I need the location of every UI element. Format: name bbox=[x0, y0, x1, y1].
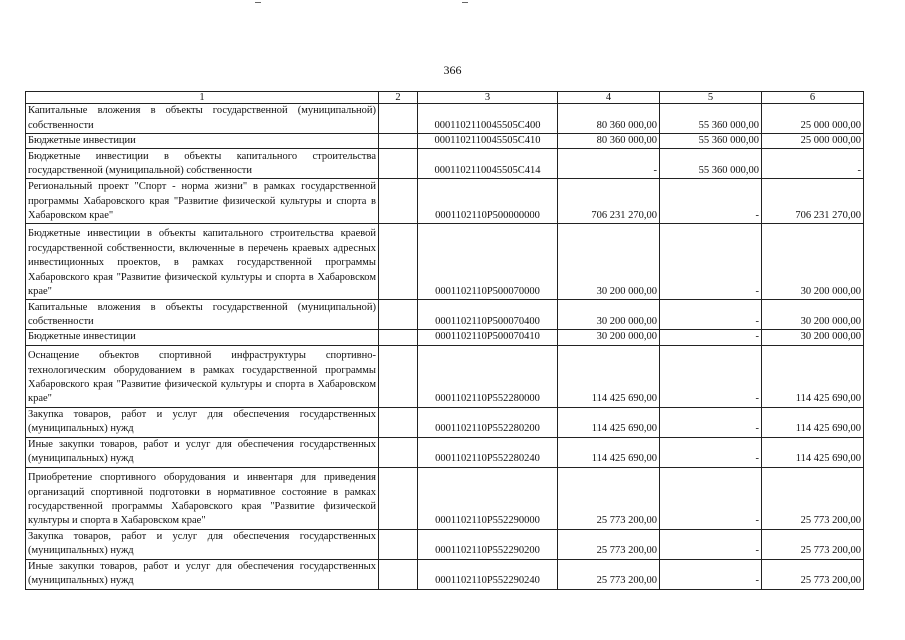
row-col2 bbox=[379, 149, 418, 179]
row-col2 bbox=[379, 300, 418, 330]
row-code: 0001102110P552290200 bbox=[418, 529, 558, 559]
column-header: 4 bbox=[558, 92, 660, 104]
row-col2 bbox=[379, 179, 418, 224]
budget-table bbox=[25, 91, 864, 590]
scan-mark bbox=[462, 2, 468, 3]
column-header: 6 bbox=[762, 92, 864, 104]
row-code: 0001102110045505С410 bbox=[418, 134, 558, 149]
row-value-4: 80 360 000,00 bbox=[558, 104, 660, 134]
column-header: 5 bbox=[660, 92, 762, 104]
row-code: 0001102110P552280240 bbox=[418, 437, 558, 467]
row-value-6: 25 000 000,00 bbox=[762, 104, 864, 134]
table-row bbox=[26, 407, 864, 437]
row-name: Региональный проект "Спорт - норма жизни" в рамках государственной программы Хабаровского края "Развитие физической культуры и спорта в Хабаровском крае" bbox=[26, 179, 379, 224]
table-row bbox=[26, 300, 864, 330]
row-value-5: - bbox=[660, 300, 762, 330]
row-col2 bbox=[379, 104, 418, 134]
row-value-5: - bbox=[660, 224, 762, 300]
row-col2 bbox=[379, 467, 418, 529]
table-row bbox=[26, 437, 864, 467]
row-name: Закупка товаров, работ и услуг для обеспечения государственных (муниципальных) нужд bbox=[26, 529, 379, 559]
scan-mark bbox=[255, 2, 261, 3]
row-value-5: 55 360 000,00 bbox=[660, 104, 762, 134]
row-value-6: - bbox=[762, 149, 864, 179]
row-code: 0001102110P552280200 bbox=[418, 407, 558, 437]
row-value-5: - bbox=[660, 529, 762, 559]
row-name: Оснащение объектов спортивной инфраструктуры спортивно-технологическим оборудованием в рамках государственной программы Хабаровского края "Развитие физической культуры и спорта в Хабаровском крае" bbox=[26, 345, 379, 407]
row-code: 0001102110P500000000 bbox=[418, 179, 558, 224]
row-value-4: 30 200 000,00 bbox=[558, 300, 660, 330]
row-value-6: 25 773 200,00 bbox=[762, 467, 864, 529]
row-name: Капитальные вложения в объекты государственной (муниципальной) собственности bbox=[26, 300, 379, 330]
row-name: Закупка товаров, работ и услуг для обеспечения государственных (муниципальных) нужд bbox=[26, 407, 379, 437]
row-value-4: 25 773 200,00 bbox=[558, 559, 660, 589]
row-value-6: 114 425 690,00 bbox=[762, 437, 864, 467]
row-code: 0001102110045505С414 bbox=[418, 149, 558, 179]
row-value-6: 25 773 200,00 bbox=[762, 559, 864, 589]
row-name: Бюджетные инвестиции в объекты капитального строительства краевой государственной собственности, включенные в перечень краевых адресных инвестиционных проектов, в рамках государственной программы Хабаровского края "Развитие физической культуры и спорта в Хабаровском крае" bbox=[26, 224, 379, 300]
row-code: 0001102110P500070410 bbox=[418, 330, 558, 345]
table-row bbox=[26, 330, 864, 345]
row-value-5: - bbox=[660, 345, 762, 407]
row-value-4: 25 773 200,00 bbox=[558, 467, 660, 529]
row-name: Иные закупки товаров, работ и услуг для обеспечения государственных (муниципальных) нужд bbox=[26, 559, 379, 589]
row-value-6: 114 425 690,00 bbox=[762, 345, 864, 407]
table-row bbox=[26, 134, 864, 149]
row-value-6: 706 231 270,00 bbox=[762, 179, 864, 224]
row-value-6: 114 425 690,00 bbox=[762, 407, 864, 437]
row-code: 0001102110P552290240 bbox=[418, 559, 558, 589]
table-row bbox=[26, 345, 864, 407]
table-row bbox=[26, 104, 864, 134]
table-row bbox=[26, 149, 864, 179]
row-name: Бюджетные инвестиции bbox=[26, 330, 379, 345]
row-value-4: 114 425 690,00 bbox=[558, 345, 660, 407]
row-col2 bbox=[379, 224, 418, 300]
row-value-6: 30 200 000,00 bbox=[762, 300, 864, 330]
row-value-5: 55 360 000,00 bbox=[660, 149, 762, 179]
row-value-5: - bbox=[660, 179, 762, 224]
table-row bbox=[26, 529, 864, 559]
column-header: 2 bbox=[379, 92, 418, 104]
row-value-4: 706 231 270,00 bbox=[558, 179, 660, 224]
row-value-6: 25 000 000,00 bbox=[762, 134, 864, 149]
row-col2 bbox=[379, 407, 418, 437]
row-col2 bbox=[379, 437, 418, 467]
row-name: Приобретение спортивного оборудования и инвентаря для приведения организаций спортивной подготовки в нормативное состояние в рамках государственной программы Хабаровского края "Развитие физической культуры и спорта в Хабаровском крае" bbox=[26, 467, 379, 529]
row-value-6: 25 773 200,00 bbox=[762, 529, 864, 559]
row-col2 bbox=[379, 134, 418, 149]
row-code: 0001102110P552280000 bbox=[418, 345, 558, 407]
row-name: Бюджетные инвестиции bbox=[26, 134, 379, 149]
row-col2 bbox=[379, 345, 418, 407]
table-row bbox=[26, 467, 864, 529]
column-header: 1 bbox=[26, 92, 379, 104]
row-code: 0001102110P500070400 bbox=[418, 300, 558, 330]
table-row bbox=[26, 179, 864, 224]
row-value-4: - bbox=[558, 149, 660, 179]
row-name: Бюджетные инвестиции в объекты капитального строительства государственной (муниципальной) собственности bbox=[26, 149, 379, 179]
column-header: 3 bbox=[418, 92, 558, 104]
row-value-5: - bbox=[660, 559, 762, 589]
row-code: 0001102110045505С400 bbox=[418, 104, 558, 134]
row-value-4: 80 360 000,00 bbox=[558, 134, 660, 149]
table-row bbox=[26, 559, 864, 589]
row-value-5: - bbox=[660, 467, 762, 529]
row-name: Капитальные вложения в объекты государственной (муниципальной) собственности bbox=[26, 104, 379, 134]
row-col2 bbox=[379, 529, 418, 559]
row-value-4: 114 425 690,00 bbox=[558, 437, 660, 467]
row-value-5: - bbox=[660, 437, 762, 467]
row-code: 0001102110P500070000 bbox=[418, 224, 558, 300]
row-col2 bbox=[379, 559, 418, 589]
row-value-4: 114 425 690,00 bbox=[558, 407, 660, 437]
row-value-6: 30 200 000,00 bbox=[762, 224, 864, 300]
row-value-5: - bbox=[660, 330, 762, 345]
row-name: Иные закупки товаров, работ и услуг для обеспечения государственных (муниципальных) нужд bbox=[26, 437, 379, 467]
row-value-4: 25 773 200,00 bbox=[558, 529, 660, 559]
row-code: 0001102110P552290000 bbox=[418, 467, 558, 529]
row-value-4: 30 200 000,00 bbox=[558, 224, 660, 300]
page-number: 366 bbox=[443, 63, 462, 77]
row-value-5: - bbox=[660, 407, 762, 437]
table-header-row bbox=[26, 92, 864, 104]
table-row bbox=[26, 224, 864, 300]
row-value-4: 30 200 000,00 bbox=[558, 330, 660, 345]
row-value-5: 55 360 000,00 bbox=[660, 134, 762, 149]
row-col2 bbox=[379, 330, 418, 345]
row-value-6: 30 200 000,00 bbox=[762, 330, 864, 345]
